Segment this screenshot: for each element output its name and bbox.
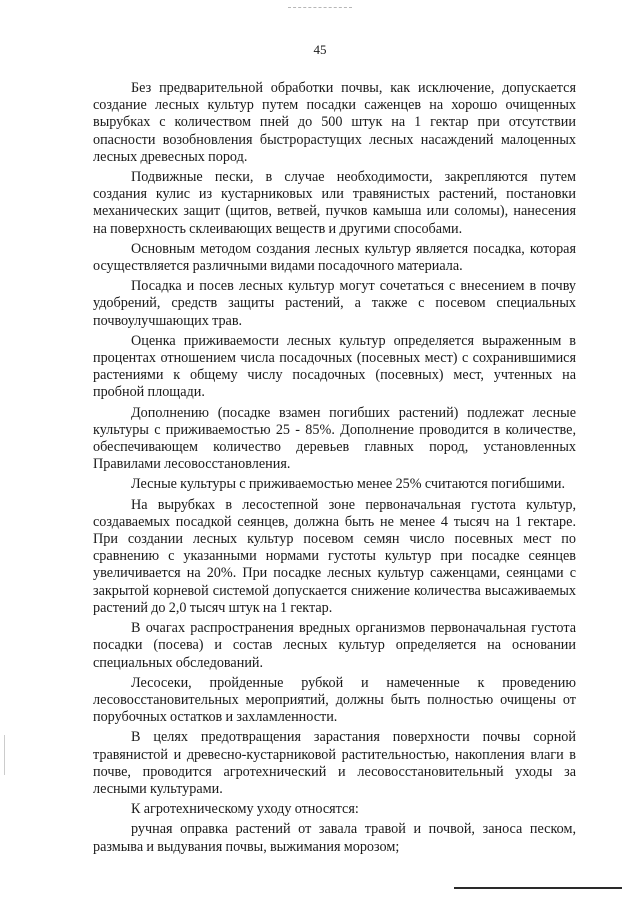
paragraph: Без предварительной обработки почвы, как исключение, допускается создание лесных культур путем посадки саженцев на хорошо очищенных вырубках с количеством пней до 500 штук на 1 гектар при отсутствии опасности возобновления быстрорастущих лесных насаждений малоценных лесных древесных пород. [93,80,576,165]
paragraph: Оценка приживаемости лесных культур определяется выраженным в процентах отношением числа посадочных (посевных мест) с сохранившимися растениями к общему числу посадочных (посевных) мест, учтенных на пробной площади. [93,332,576,401]
paragraph: Посадка и посев лесных культур могут сочетаться с внесением в почву удобрений, средств защиты растений, а также с посевом специальных почвоулучшающих трав. [93,278,576,329]
paragraph: Лесные культуры с приживаемостью менее 25% считаются погибшими. [131,476,566,493]
paragraph: В целях предотвращения зарастания поверхности почвы сорной травянистой и древесно-кустарниковой растительностью, накопления влаги в почве, проводится агротехнический и лесовосстановительный уходы за лесными культурами. [93,729,576,797]
scan-header-mark [288,7,352,8]
paragraph: В очагах распространения вредных организмов первоначальная густота посадки (посева) и состав лесных культур определяется на основании специальных обследований. [93,620,576,671]
page-number: 45 [313,42,327,57]
paragraph: Основным методом создания лесных культур является посадка, которая осуществляется различными видами посадочного материала. [93,240,576,275]
paragraph: Дополнению (посадке взамен погибших растений) подлежат лесные культуры с приживаемостью 25 - 85%. Дополнение проводится в количестве, обеспечивающем количество деревьев главных пород, установленных Правилами лесовосстановления. [93,404,576,473]
paragraph: На вырубках в лесостепной зоне первоначальная густота культур, создаваемых посадкой сеянцев, должна быть не менее 4 тысяч на 1 гектаре. При создании лесных культур посевом семян число посевных мест по сравнению с указанными нормами густоты культур при посадке сеянцев увеличивается на 20%. При посадке лесных культур саженцами, сеянцами с закрытой корневой системой допускается снижение количества высаживаемых растений до 2,0 тысяч штук на 1 гектар. [93,496,576,616]
paragraph: ручная оправка растений от завала травой и почвой, заноса песком, размыва и выдувания почвы, выжимания морозом; [93,821,576,855]
paragraph: К агротехническому уходу относятся: [131,801,359,818]
scan-margin-mark [4,735,5,775]
paragraph: Лесосеки, пройденные рубкой и намеченные к проведению лесовосстановительных мероприятий, должны быть полностью очищены от порубочных остатков и захламленности. [93,674,576,726]
paragraph: Подвижные пески, в случае необходимости, закрепляются путем создания кулис из кустарниковых или травянистых растений, постановки механических защит (щитов, ветвей, пучков камыша или соломы), нанесения на поверхность склеивающих веществ и другими способами. [93,169,576,237]
footer-rule [454,887,622,889]
document-body [93,80,576,859]
